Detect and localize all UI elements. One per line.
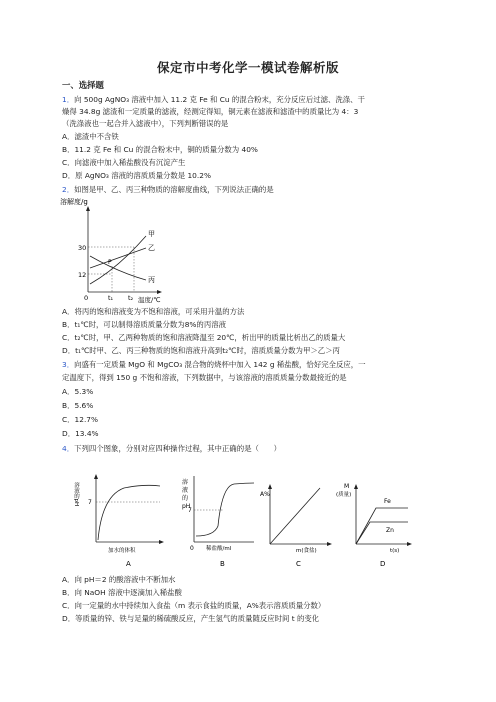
- q3-option-d: D．13.4%: [62, 429, 99, 438]
- q2-option-a: A．将丙的饱和溶液变为不饱和溶液，可采用升温的方法: [62, 307, 245, 316]
- page-title: 保定市中考化学一模试卷解析版: [156, 60, 339, 75]
- q1-option-b: B．11.2 克 Fe 和 Cu 的混合粉末中，铜的质量分数为 40%: [62, 145, 258, 154]
- svg-text:7: 7: [188, 507, 192, 514]
- svg-text:加水的体积: 加水的体积: [108, 548, 136, 554]
- q1-option-c: C．向滤液中加入稀盐酸没有沉淀产生: [62, 158, 186, 167]
- q1-line3: （洗涤液也一起合并入滤液中），下列判断错误的是: [62, 119, 229, 128]
- q4-option-a: A．向 pH＝2 的酸溶液中不断加水: [62, 575, 176, 584]
- curve-jia: [90, 236, 146, 284]
- q2-option-c: C．t₂℃时，甲、乙两种物质的饱和溶液降温至 20℃，析出甲的质量比析出乙的质量大: [62, 333, 346, 342]
- q3-number: 3．: [62, 360, 75, 369]
- svg-text:t(s): t(s): [390, 548, 400, 554]
- x-tick-t1: t₁: [108, 294, 114, 302]
- svg-text:Zn: Zn: [386, 527, 394, 534]
- q4-graphs: [74, 456, 414, 570]
- svg-text:D: D: [380, 560, 386, 568]
- curve-label-yi: 乙: [148, 244, 155, 252]
- q3-option-a: A．5.3%: [62, 387, 94, 396]
- svg-text:液: 液: [182, 487, 189, 494]
- svg-text:(质量): (质量): [336, 492, 352, 498]
- svg-text:溶液的pH: 溶液的pH: [73, 482, 79, 507]
- curve-bing: [90, 256, 146, 280]
- q1-line2: 燥得 34.8g 滤渣和一定质量的滤液，经测定得知，铜元素在滤液和滤渣中的质量比为 4：3: [62, 107, 359, 116]
- q4-option-c: C．向一定量的水中持续加入食盐（m 表示食盐的质量，A%表示溶质质量分数）: [62, 601, 326, 610]
- svg-text:Fe: Fe: [384, 498, 391, 505]
- svg-text:C: C: [296, 560, 301, 568]
- q3-option-c: C．12.7%: [62, 415, 99, 424]
- q2-stem: 2．如图是甲、乙、丙三种物质的溶解度曲线，下列说法正确的是: [62, 185, 274, 194]
- curve-label-jia: 甲: [148, 230, 155, 238]
- q2-option-d: D．t₁℃时甲、乙、丙三种物质的饱和溶液升高到t₂℃时，溶质质量分数为甲＞乙＞丙: [62, 346, 340, 355]
- y-tick-12: 12: [78, 271, 87, 279]
- graph-c: [260, 484, 332, 568]
- curve-yi: [90, 248, 146, 268]
- graph-b: [182, 476, 254, 568]
- q1-line1: 1．向 500g AgNO₃ 溶液中加入 11.2 克 Fe 和 Cu 的混合粉末，充分反应后过滤、洗涤、干: [62, 95, 365, 104]
- svg-text:稀盐酸/ml: 稀盐酸/ml: [206, 546, 232, 552]
- svg-text:m(食盐): m(食盐): [296, 548, 317, 554]
- svg-text:7: 7: [88, 499, 92, 506]
- q1-option-a: A．滤渣中不含铁: [62, 132, 119, 141]
- x-tick-t2: t₂: [128, 294, 134, 302]
- svg-text:溶: 溶: [182, 479, 189, 486]
- q4-option-d: D．等质量的锌、铁与足量的稀硫酸反应，产生氢气的质量随反应时间 t 的变化: [62, 614, 320, 623]
- graph-d: [336, 483, 412, 568]
- curve-label-bing: 丙: [148, 276, 155, 284]
- svg-text:B: B: [220, 560, 225, 568]
- q1-number: 1．: [62, 95, 75, 104]
- y-tick-30: 30: [78, 244, 87, 252]
- q3-line1: 3．向盛有一定质量 MgO 和 MgCO₃ 混合物的烧杯中加入 142 g 稀盐酸，恰好完全反应，一: [62, 360, 366, 369]
- graph-ylabel: 溶解度/g: [60, 198, 88, 206]
- q3-line2: 定温度下，得到 150 g 不饱和溶液，下列数据中，与该溶液的溶质质量分数最接近的是: [62, 373, 347, 382]
- graph-a: [73, 474, 164, 568]
- graph-xlabel: 温度/℃: [138, 296, 161, 304]
- q4-option-b: B．向 NaOH 溶液中逐滴加入稀盐酸: [62, 588, 182, 597]
- svg-text:0: 0: [190, 545, 194, 552]
- q4-number: 4．: [62, 444, 75, 453]
- origin-label: 0: [84, 294, 89, 302]
- q1-option-d: D．原 AgNO₃ 溶液的溶质质量分数是 10.2%: [62, 171, 211, 180]
- section-heading: 一、选择题: [62, 80, 104, 90]
- q2-number: 2．: [62, 185, 75, 194]
- svg-text:pH: pH: [182, 503, 191, 510]
- svg-text:M: M: [344, 483, 350, 490]
- point-p: P: [108, 259, 112, 266]
- svg-text:A%: A%: [260, 491, 270, 498]
- svg-text:A: A: [126, 560, 131, 568]
- solubility-curve-graph: [60, 196, 180, 306]
- q2-option-b: B．t₁℃时，可以制得溶质质量分数为8%的丙溶液: [62, 320, 226, 329]
- q4-stem: 4．下列四个图象，分别对应四种操作过程，其中正确的是（ ）: [62, 444, 282, 453]
- q3-option-b: B．5.6%: [62, 401, 94, 410]
- svg-text:的: 的: [182, 495, 189, 502]
